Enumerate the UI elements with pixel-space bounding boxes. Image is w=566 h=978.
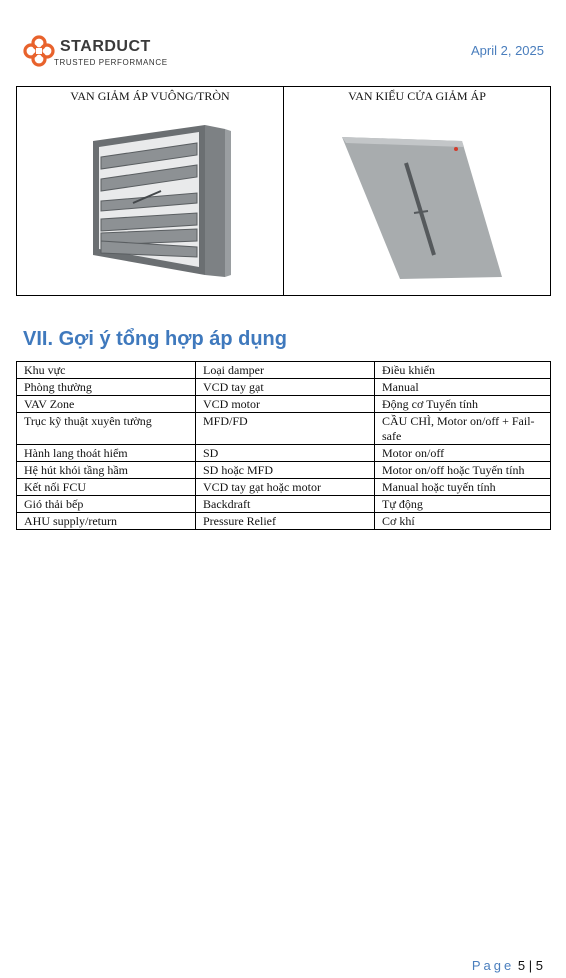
table-cell: SD — [196, 445, 375, 462]
table-cell: Động cơ Tuyến tính — [375, 396, 551, 413]
table-cell: VCD tay gạt — [196, 379, 375, 396]
table-cell: CẦU CHÌ, Motor on/off + Fail-safe — [375, 413, 551, 445]
page-footer — [472, 958, 543, 973]
table-cell: Tự động — [375, 496, 551, 513]
table-cell: Gió thải bếp — [17, 496, 196, 513]
table-cell: Cơ khí — [375, 513, 551, 530]
table-row — [17, 396, 551, 413]
square-pressure-damper-image — [55, 107, 245, 287]
figure-cell — [284, 87, 551, 296]
section-title: VII. Gợi ý tổng hợp áp dụng — [23, 328, 287, 350]
table-cell: AHU supply/return — [17, 513, 196, 530]
figure-caption: VAN KIỂU CỬA GIẢM ÁP — [348, 89, 486, 103]
table-cell: Motor on/off hoặc Tuyến tính — [375, 462, 551, 479]
table-cell: Phòng thường — [17, 379, 196, 396]
table-cell: Manual hoặc tuyến tính — [375, 479, 551, 496]
brand-logo — [22, 34, 172, 74]
header-date: April 2, 2025 — [471, 43, 544, 58]
table-cell: SD hoặc MFD — [196, 462, 375, 479]
table-cell: VCD tay gạt hoặc motor — [196, 479, 375, 496]
header-cell: Điều khiển — [375, 362, 551, 379]
page-separator: | — [528, 958, 533, 973]
table-cell: Backdraft — [196, 496, 375, 513]
starduct-logo-icon — [22, 34, 56, 68]
table-row — [17, 462, 551, 479]
table-cell: VCD motor — [196, 396, 375, 413]
figure-cell — [17, 87, 284, 296]
table-cell: Pressure Relief — [196, 513, 375, 530]
table-header-row — [17, 362, 551, 379]
brand-name: STARDUCT — [60, 38, 151, 55]
table-row — [17, 479, 551, 496]
table-row — [17, 413, 551, 445]
table-row — [17, 513, 551, 530]
table-cell: Hệ hút khói tầng hầm — [17, 462, 196, 479]
total-pages: 5 — [535, 958, 543, 973]
table-cell: Manual — [375, 379, 551, 396]
table-cell: MFD/FD — [196, 413, 375, 445]
table-cell: Hành lang thoát hiểm — [17, 445, 196, 462]
brand-tagline: TRUSTED PERFORMANCE — [54, 58, 168, 67]
table-row — [17, 379, 551, 396]
figure-caption: VAN GIẢM ÁP VUÔNG/TRÒN — [70, 89, 230, 103]
table-cell: VAV Zone — [17, 396, 196, 413]
table-row — [17, 496, 551, 513]
door-pressure-relief-damper-image — [322, 107, 512, 287]
header-cell: Khu vực — [17, 362, 196, 379]
table-cell: Trục kỹ thuật xuyên tường — [17, 413, 196, 445]
damper-image-table — [16, 86, 551, 296]
table-cell: Kết nối FCU — [17, 479, 196, 496]
current-page: 5 — [517, 958, 526, 973]
summary-table — [16, 361, 551, 530]
table-cell: Motor on/off — [375, 445, 551, 462]
page-label: Page — [471, 958, 515, 973]
table-row — [17, 445, 551, 462]
header-cell: Loại damper — [196, 362, 375, 379]
